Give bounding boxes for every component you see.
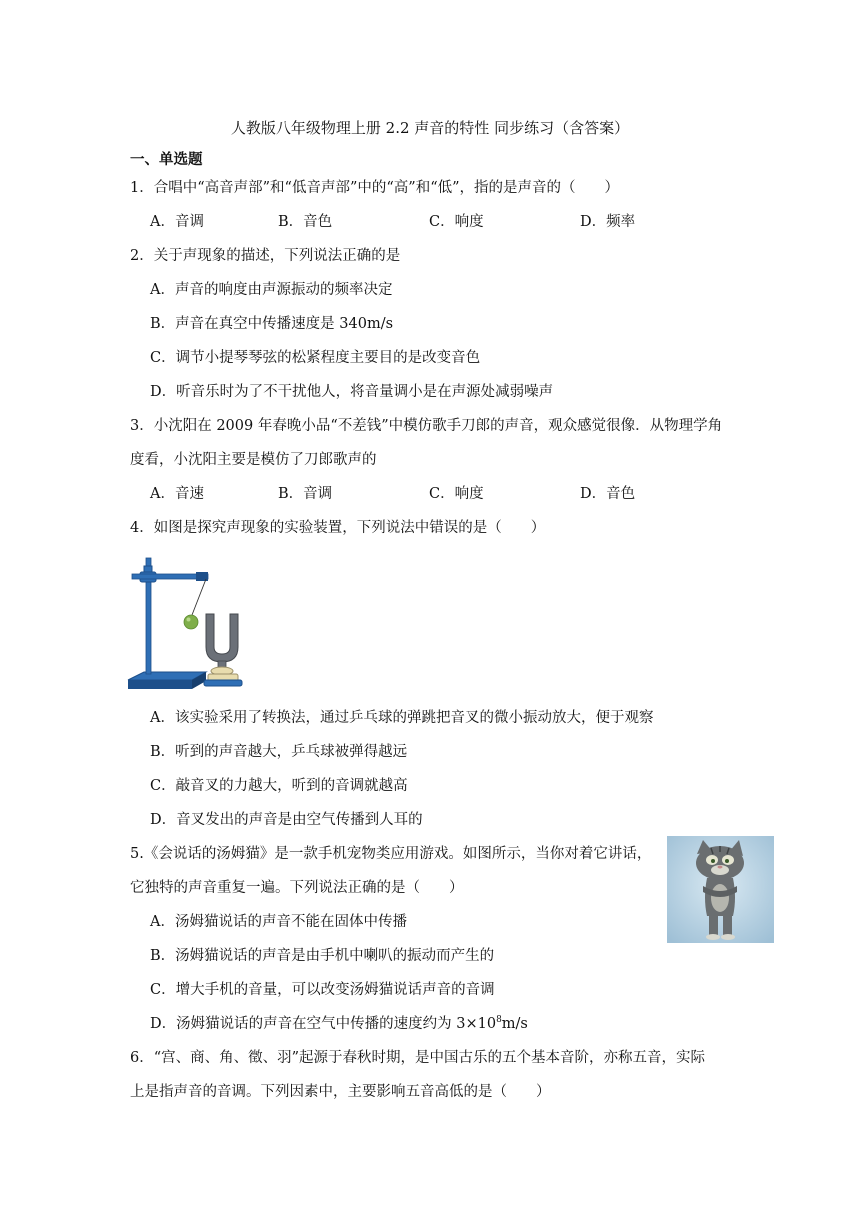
option-d: D．频率 [580,214,636,230]
page-title: 人教版八年级物理上册 2.2 声音的特性 同步练习（含答案） [230,119,630,137]
question-3-stem-line-2: 度看，小沈阳主要是模仿了刀郎歌声的 [130,452,377,468]
iron-stand-tuning-fork-figure [126,552,250,692]
option-c: C．响度 [429,214,484,230]
question-6-stem-line-2: 上是指声音的音调。下列因素中，主要影响五音高低的是（ ） [130,1084,551,1100]
question-2-option-d: D．听音乐时为了不干扰他人，将音量调小是在声源处减弱噪声 [150,384,554,400]
talking-tom-cat-image [667,836,774,943]
question-5-stem-line-2: 它独特的声音重复一遍。下列说法正确的是（ ） [130,880,464,896]
unit: m/s [501,1016,528,1032]
option-a: A．音调 [150,214,204,230]
question-3-stem-line-1: 3．小沈阳在 2009 年春晚小品“不差钱”中模仿歌手刀郎的声音，观众感觉很像．从物理学角 [130,418,723,434]
question-6-stem-line-1: 6．“宫、商、角、徵、羽”起源于春秋时期，是中国古乐的五个基本音阶，亦称五音，实际 [130,1050,706,1066]
question-5-stem-line-1: 5.《会说话的汤姆猫》是一款手机宠物类应用游戏。如图所示，当你对着它讲话， [130,846,652,862]
question-5-option-c: C．增大手机的音量，可以改变汤姆猫说话声音的音调 [150,982,495,998]
question-2-option-b: B．声音在真空中传播速度是 340m/s [150,316,394,332]
question-5-option-d [150,1014,528,1034]
question-4-stem: 4．如图是探究声现象的实验装置，下列说法中错误的是（ ） [130,520,546,536]
question-1-stem: 1．合唱中“高音声部”和“低音声部”中的“高”和“低”，指的是声音的（ ） [130,180,620,196]
question-4-option-a: A．该实验采用了转换法，通过乒乓球的弹跳把音叉的微小振动放大，便于观察 [150,710,654,726]
question-2-option-a: A．声音的响度由声源振动的频率决定 [150,282,393,298]
section-heading: 一、单选题 [130,151,203,168]
option-d: D．音色 [580,486,636,502]
exponent: 8 [496,1015,502,1026]
question-4-option-d: D．音叉发出的声音是由空气传播到人耳的 [150,812,423,828]
question-5-option-a: A．汤姆猫说话的声音不能在固体中传播 [150,914,407,930]
question-5-option-b: B．汤姆猫说话的声音是由手机中喇叭的振动而产生的 [150,948,495,964]
question-4-option-c: C．敲音叉的力越大，听到的音调就越高 [150,778,408,794]
question-2-option-c: C．调节小提琴琴弦的松紧程度主要目的是改变音色 [150,350,481,366]
option-c: C．响度 [429,486,484,502]
option-a: A．音速 [150,486,204,502]
question-4-option-b: B．听到的声音越大，乒乓球被弹得越远 [150,744,408,760]
option-d-text: D．汤姆猫说话的声音在空气中传播的速度约为 3×10 [150,1016,497,1032]
option-b: B．音色 [278,214,333,230]
option-b: B．音调 [278,486,333,502]
question-2-stem: 2．关于声现象的描述，下列说法正确的是 [130,248,401,264]
